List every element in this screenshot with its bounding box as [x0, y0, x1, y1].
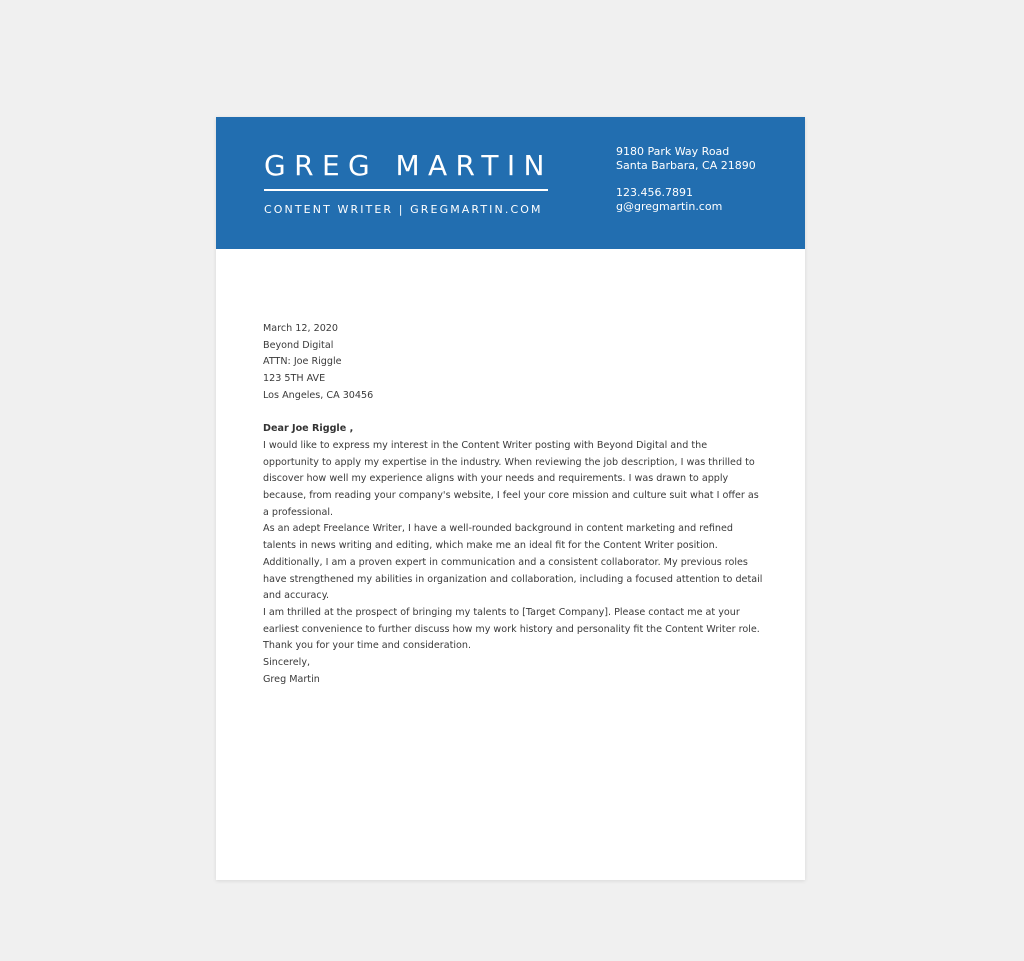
recipient-address: [263, 338, 763, 405]
letter-body: [263, 321, 763, 688]
email-address: g@gregmartin.com: [616, 200, 723, 213]
cover-letter-page: [216, 117, 805, 880]
paragraph-3: I am thrilled at the prospect of bringing my talents to [Target Company]. Please contact me at your earliest convenience to further discuss how my work history and personality fit the Content Writer role.: [263, 606, 760, 635]
contact-block: [616, 145, 756, 214]
phone-number: 123.456.7891: [616, 186, 693, 199]
recipient-company: Beyond Digital: [263, 339, 334, 351]
recipient-attn: ATTN: Joe Riggle: [263, 356, 342, 368]
address-line-1: 9180 Park Way Road: [616, 145, 730, 158]
closing: Sincerely,: [263, 657, 311, 669]
paragraph-4: Thank you for your time and consideration.: [263, 640, 471, 652]
paragraph-1: I would like to express my interest in the Content Writer posting with Beyond Digital and the opportunity to apply my expertise in the industry. When reviewing the job description, I was thrilled to discover how well my experience aligns with your needs and requirements. I was drawn to apply because, from reading your company's website, I feel your core mission and culture suit what I offer as a professional.: [263, 439, 759, 518]
signature-name: Greg Martin: [263, 673, 320, 685]
name-underline: [264, 189, 548, 191]
applicant-name: GREG MARTIN: [264, 149, 553, 182]
recipient-city: Los Angeles, CA 30456: [263, 389, 374, 401]
paragraph-2: As an adept Freelance Writer, I have a well-rounded background in content marketing and refined talents in news writing and editing, which make me an ideal fit for the Content Writer position. Additionally, I am a proven expert in communication and a consistent collaborator. My previous roles have strengthened my abilities in organization and collaboration, including a focused attention to detail and accuracy.: [263, 523, 763, 602]
recipient-street: 123 5TH AVE: [263, 373, 326, 385]
applicant-subtitle: CONTENT WRITER | GREGMARTIN.COM: [264, 203, 543, 216]
letter-date: March 12, 2020: [263, 323, 339, 334]
address-line-2: Santa Barbara, CA 21890: [616, 159, 756, 172]
letterhead: [216, 117, 805, 249]
salutation: Dear Joe Riggle ,: [263, 423, 354, 435]
